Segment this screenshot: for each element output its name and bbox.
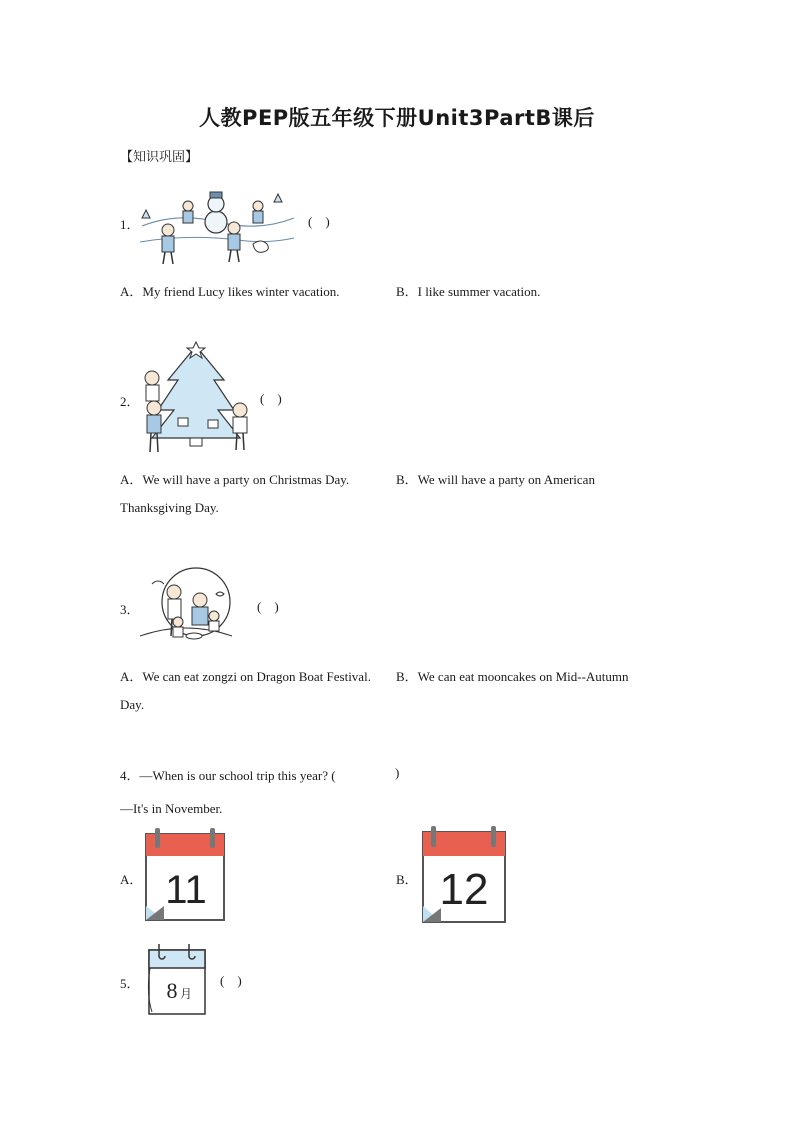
family-moon-illustration (138, 564, 234, 646)
question-5-blank[interactable]: ( ) (220, 973, 242, 988)
question-3-blank[interactable]: ( ) (257, 599, 279, 614)
q1-option-a-letter: A． (120, 284, 143, 299)
question-2-blank[interactable]: ( ) (260, 391, 282, 406)
q4-option-a-letter: A． (120, 872, 143, 887)
q3-option-a-letter: A． (120, 669, 143, 684)
calendar-11-number: 11 (165, 868, 207, 912)
q2-option-a-text[interactable]: We will have a party on Christmas Day. (142, 472, 350, 487)
q3-option-b-continued: Day. (120, 697, 145, 712)
question-2-number: 2． (120, 394, 140, 409)
christmas-tree-illustration (138, 340, 256, 456)
q2-option-a-letter: A． (120, 472, 143, 487)
question-4-answer-line: —It's in November. (120, 801, 223, 816)
q3-option-b-text[interactable]: We can eat mooncakes on Mid--Autumn (417, 669, 629, 684)
q3-option-a-text[interactable]: We can eat zongzi on Dragon Boat Festival. (142, 669, 371, 684)
calendar-month-char: 月 (179, 987, 193, 1001)
q2-option-b-continued: Thanksgiving Day. (120, 500, 219, 515)
calendar-12-option[interactable] (421, 826, 507, 924)
calendar-month-number: 8 (166, 978, 178, 1003)
question-1-blank[interactable]: ( ) (308, 214, 330, 229)
question-5-number: 5． (120, 976, 140, 991)
snowman-scene-image (138, 182, 296, 268)
question-3-number: 3． (120, 602, 140, 617)
q2-option-b-letter: B． (396, 472, 418, 487)
q1-option-b-text[interactable]: I like summer vacation. (417, 284, 541, 299)
question-4-text: —When is our school trip this year? ( (139, 768, 336, 783)
question-1-number: 1． (120, 217, 140, 232)
question-4-number: 4． (120, 768, 140, 783)
winter-snow-illustration (138, 182, 296, 268)
q1-option-a-text[interactable]: My friend Lucy likes winter vacation. (142, 284, 340, 299)
calendar-11-option[interactable] (144, 828, 226, 922)
page-title: 人教PEP版五年级下册Unit3PartB课后 (199, 106, 595, 130)
family-festival-image (138, 564, 234, 646)
section-heading: 【知识巩固】 (120, 150, 199, 165)
q4-option-b-letter: B． (396, 872, 418, 887)
q2-option-b-text[interactable]: We will have a party on American (417, 472, 595, 487)
calendar-12-number: 12 (439, 865, 489, 914)
christmas-party-image (138, 340, 256, 456)
q1-option-b-letter: B． (396, 284, 418, 299)
question-4-blank-close[interactable]: ) (395, 765, 400, 780)
calendar-august-image (146, 944, 208, 1016)
q3-option-b-letter: B． (396, 669, 418, 684)
